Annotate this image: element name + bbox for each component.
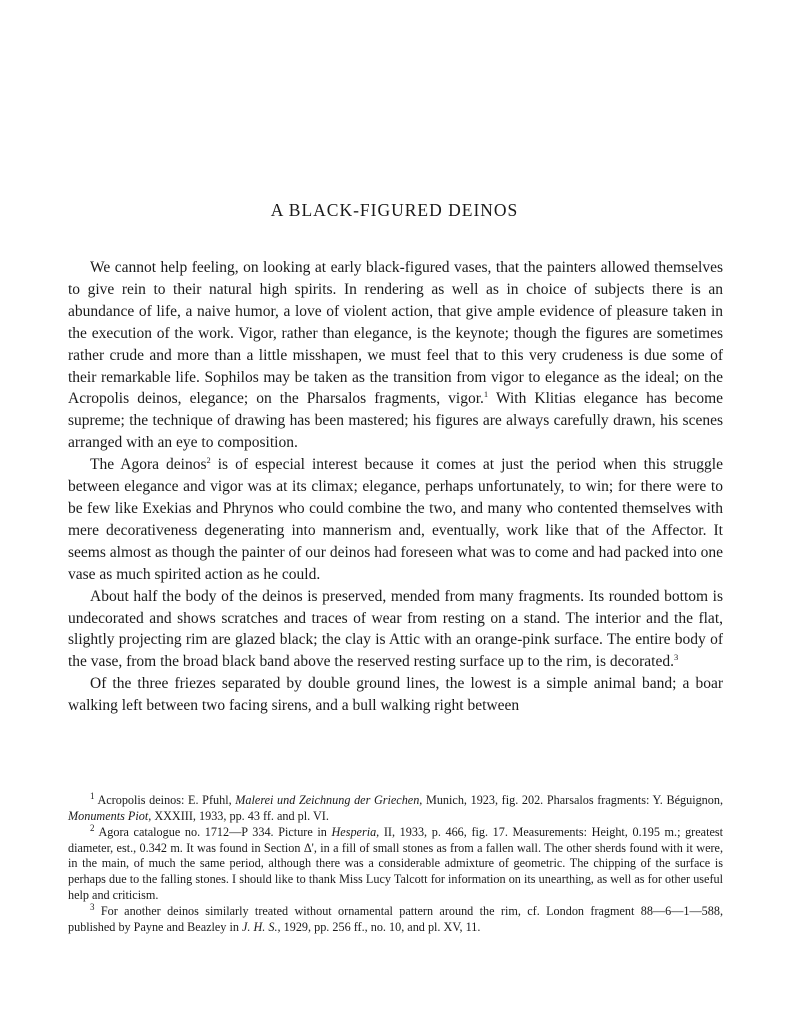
footnote-ref[interactable]: 2: [206, 455, 211, 465]
body-text: [68, 257, 723, 717]
footnote-ref[interactable]: 1: [483, 389, 489, 400]
footnote: $^1$ Acropolis deinos: E. Pfuhl, Malerei und Zeichnung der Griechen, Munich, 1923, fig. 202. Pharsalos fragments: Y. Béguignon, Monuments Piot, XXXIII, 1933, pp. 43 ff. and pl. VI.: [68, 790, 723, 823]
footnote-number: 3: [90, 902, 95, 913]
paragraph: About half the body of the deinos is preserved, mended from many fragments. Its rounded bottom is undecorated and shows scratches and traces of wear from resting on a stand. The interior and the flat, slightly projecting rim are glazed black; the clay is Attic with an orange-pink surface. The entire body of the vase, from the broad black band above the reserved resting surface up to the rim, is decorated.$^3$: [68, 587, 723, 671]
footnotes: [68, 790, 723, 936]
footnote: $^3$ For another deinos similarly treated without ornamental pattern around the rim, cf. London fragment 88—6—1—588, published by Payne and Beazley in J. H. S., 1929, pp. 256 ff., no. 10, and pl. XV, 11.: [68, 902, 723, 934]
footnote-ref[interactable]: 3: [674, 652, 679, 663]
footnote-number: 1: [90, 790, 95, 801]
footnote-number: 2: [90, 823, 95, 834]
paragraph: Of the three friezes separated by double ground lines, the lowest is a simple animal band; a boar walking left between two facing sirens, and a bull walking right between: [68, 675, 723, 715]
page-title: A BLACK-FIGURED DEINOS: [270, 200, 519, 220]
paragraph: We cannot help feeling, on looking at early black-figured vases, that the painters allowed themselves to give rein to their natural high spirits. In rendering as well as in choice of subjects there is an abundance of life, a naive humor, a love of violent action, that give ample evidence of pleasure taken in the execution of the work. Vigor, rather than elegance, is the keynote; though the figures are sometimes rather crude and more than a little misshapen, we must feel that to this very crudeness is due some of their remarkable life. Sophilos may be taken as the transition from vigor to elegance as the ideal; on the Acropolis deinos, elegance; on the Pharsalos fragments, vigor.$^1$ With Klitias elegance has become supreme; the technique of drawing has been mastered; his figures are always carefully drawn, his scenes arranged with an eye to composition.: [68, 259, 724, 452]
paragraph: The Agora deinos$^2$ is of especial interest because it comes at just the period when this struggle between elegance and vigor was at its climax; elegance, perhaps unfortunately, to win; for there were to be few like Exekias and Phrynos who could combine the two, and many who contented themselves with mere decorativeness degenerating into mannerism and, eventually, work like that of the Affector. It seems almost as though the painter of our deinos had foreseen what was to come and had packed into one vase as much spirited action as he could.: [68, 455, 723, 583]
footnote: $^2$ Agora catalogue no. 1712—P 334. Picture in Hesperia, II, 1933, p. 466, fig. 17. Measurements: Height, 0.195 m.; greatest diameter, est., 0.342 m. It was found in Section Δ', in a fill of small stones as from a fallen wall. The other sherds found with it were, in the main, of much the same period, although there was a considerable admixture of geometric. The chipping of the surface is perhaps due to the falling stones. I should like to thank Miss Lucy Talcott for information on its unearthing, as well as for other useful help and criticism.: [68, 823, 723, 902]
